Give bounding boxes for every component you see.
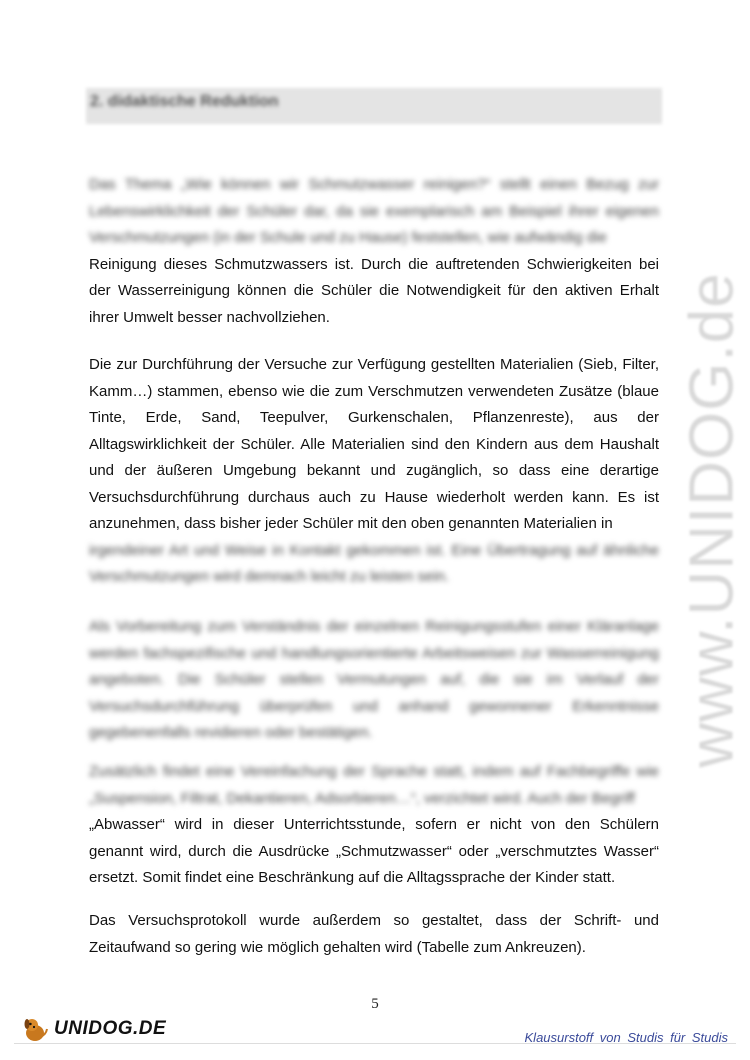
footer-tagline: Klausurstoff von Studis für Studis xyxy=(524,1030,728,1045)
page-number: 5 xyxy=(371,996,379,1012)
paragraph-2-visible: Die zur Durchführung der Versuche zur Verfügung gestellten Materialien (Sieb, Filter, Kamm…) stammen, ebenso wie die zum Verschmutzen verwendeten Zusätze (blaue Tinte, Erde, Sand, Teepulver, Gurkenschalen, Pflanzenreste), aus der Alltagswirklichkeit der Schüler. Alle Materialien sind den Kindern aus dem Haushalt und der äußeren Umgebung bekannt und zugänglich, so dass eine derartige Versuchsdurchführung durchaus auch zu Hause wiederholt werden kann. Es ist anzunehmen, dass bisher jeder Schüler mit den oben genannten Materialien in xyxy=(89,356,659,532)
paragraph-2-blurred: irgendeiner Art und Weise in Kontakt gekommen ist. Eine Übertragung auf ähnliche Verschmutzungen wird demnach leicht zu leisten sein. xyxy=(89,541,659,585)
logo-text: UNIDOG.DE xyxy=(54,1018,167,1039)
unidog-logo xyxy=(20,1012,166,1046)
dog-icon xyxy=(20,1014,50,1044)
section-heading: 2. didaktische Reduktion xyxy=(90,93,279,110)
paragraph-4-blurred: Zusätzlich findet eine Vereinfachung der Sprache statt, indem auf Fachbegriffe wie „Suspension, Filtrat, Dekantieren, Adsorbieren…“, verzichtet wird. Auch der Begriff xyxy=(89,763,659,807)
paragraph-4 xyxy=(89,759,659,892)
paragraph-2 xyxy=(89,352,659,591)
paragraph-1-blurred: Das Thema „Wie können wir Schmutzwasser reinigen?“ stellt einen Bezug zur Lebenswirklichkeit der Schüler dar, da sie exemplarisch am Beispiel ihrer eigenen Verschmutzungen (in der Schule und zu Hause) feststellen, wie aufwändig die xyxy=(89,176,659,246)
paragraph-4-visible: „Abwasser“ wird in dieser Unterrichtsstunde, sofern er nicht von den Schülern genannt wird, durch die Ausdrücke „Schmutzwasser“ oder „verschmutztes Wasser“ ersetzt. Somit findet eine Beschränkung auf die Alltagssprache der Kinder statt. xyxy=(89,816,659,886)
paragraph-1 xyxy=(89,172,659,331)
paragraph-3: Als Vorbereitung zum Verständnis der einzelnen Reinigungsstufen einer Kläranlage werden fachspezifische und handlungsorientierte Arbeitsweisen zur Wasserreinigung angeboten. Die Schüler stellen Vermutungen auf, die sie im Verlauf der Versuchsdurchführung überprüfen und anhand gewonnener Erkenntnisse gegebenenfalls revidieren oder bestätigen. xyxy=(89,618,659,741)
paragraph-5: Das Versuchsprotokoll wurde außerdem so gestaltet, dass der Schrift- und Zeitaufwand so gering wie möglich gehalten wird (Tabelle zum Ankreuzen). xyxy=(89,912,659,956)
paragraph-1-visible: Reinigung dieses Schmutzwassers ist. Durch die auftretenden Schwierigkeiten bei der Wasserreinigung können die Schüler die Notwendigkeit für den aktiven Erhalt ihrer Umwelt besser nachvollziehen. xyxy=(89,255,659,326)
watermark-text: www.UNIDOG.de xyxy=(677,272,747,768)
